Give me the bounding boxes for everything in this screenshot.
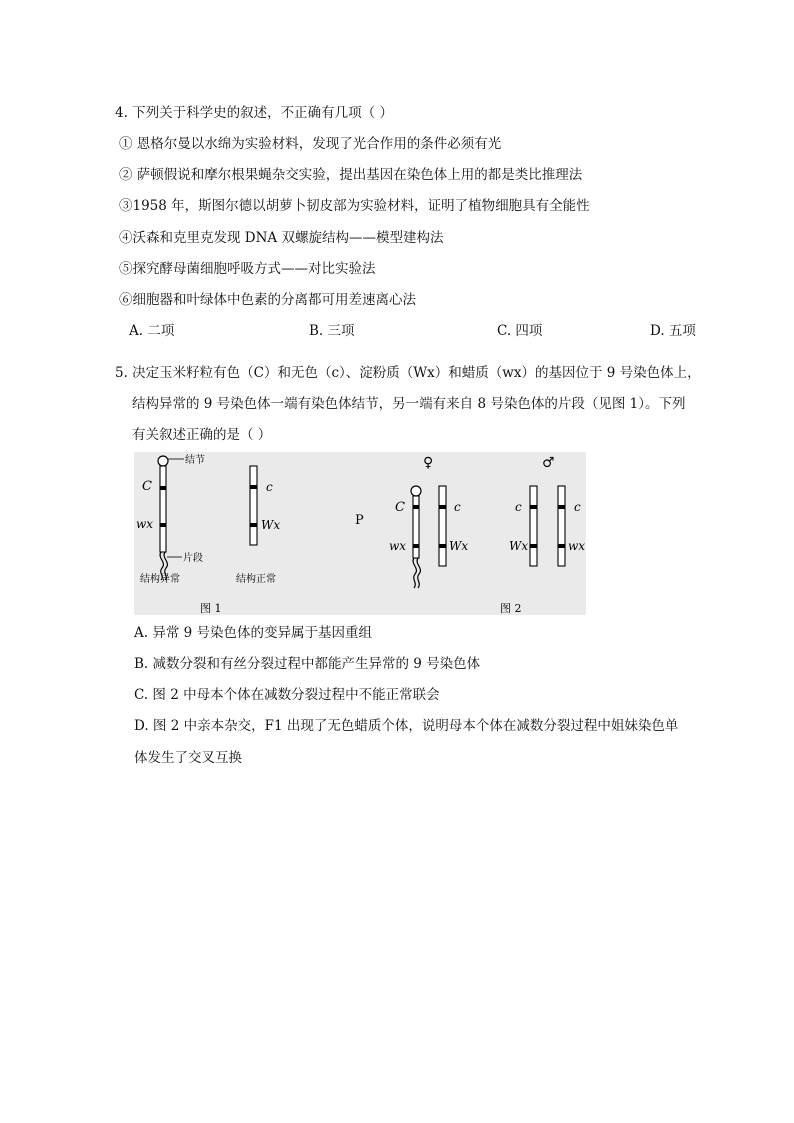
q4-item-3: ③1958 年，斯图尔德以胡萝卜韧皮部为实验材料，证明了植物细胞具有全能性 [119,198,590,214]
abnormal-label: 结构异常 [140,574,180,585]
q5-option-d-continued: 体发生了交叉互换 [134,750,242,766]
fig1-gene-wx-label: wx [136,517,154,531]
q4-option-b: B. 三项 [309,323,355,339]
female-normal-chromosome [439,486,447,566]
q5-option-d: D. 图 2 中亲本杂交，F1 出现了无色蜡质个体，说明母本个体在减数分裂过程中姐妹染色单 [134,718,679,734]
q4-item-1: ① 恩格尔曼以水绵为实验材料，发现了光合作用的条件必须有光 [119,136,502,152]
fig1-gene-Wx-label: Wx [261,518,281,532]
q4-item-2: ② 萨顿假说和摩尔根果蝇杂交实验，提出基因在染色体上用的都是类比推理法 [119,167,583,183]
parent-P-label: P [355,513,364,528]
normal-chromosome [250,466,258,545]
fig1-gene-C-label: C [142,479,152,494]
q4-item-5: ⑤探究酵母菌细胞呼吸方式——对比实验法 [119,261,376,277]
abnormal-chromosome [158,456,184,580]
fig2-caption: 图 2 [500,602,522,615]
male-right-gene-c-label: c [574,500,581,514]
chromosome-knob [158,456,168,466]
male-right-gene-wx-label: wx [568,539,586,553]
gene-locus-wx [160,523,167,527]
male-symbol: ♂ [542,455,555,471]
q4-option-d: D. 五项 [650,323,696,339]
female-abnormal-chromosome [411,486,421,588]
q5-stem-line-3: 有关叙述正确的是（ ） [132,427,272,443]
q5-option-c: C. 图 2 中母本个体在减数分裂过程中不能正常联会 [134,687,440,703]
female-gene-wx-label: wx [389,539,407,553]
q4-option-a: A. 二项 [129,323,175,339]
fragment-label: 片段 [183,553,203,564]
chromosome-diagram [134,452,586,615]
q4-stem: 4. 下列关于科学史的叙述，不正确有几项（ ） [115,105,393,121]
fig1-gene-c-label: c [266,480,273,494]
q4-option-c: C. 四项 [497,323,543,339]
female-gene-Wx-label: Wx [449,539,469,553]
q5-option-a: A. 异常 9 号染色体的变异属于基因重组 [134,625,373,641]
male-chromosome-1 [530,486,538,566]
q5-stem-line-1: 5. 决定玉米籽粒有色（C）和无色（c）、淀粉质（Wx）和蜡质（wx）的基因位于 9 号染色体上， [115,365,701,381]
female-symbol: ♀ [423,455,434,471]
male-left-gene-Wx-label: Wx [509,539,529,553]
fig1-caption: 图 1 [200,602,222,615]
knob-label: 结节 [185,455,205,466]
female-gene-c-label: c [454,500,461,514]
male-chromosome-2 [558,486,566,566]
female-gene-C-label: C [395,500,405,515]
q5-option-b: B. 减数分裂和有丝分裂过程中都能产生异常的 9 号染色体 [134,656,481,672]
q4-item-4: ④沃森和克里克发现 DNA 双螺旋结构——模型建构法 [119,230,444,246]
normal-label: 结构正常 [236,574,276,585]
gene-locus-C [160,486,167,490]
chromosome-figure [134,452,586,615]
male-left-gene-c-label: c [515,500,522,514]
q5-stem-line-2: 结构异常的 9 号染色体一端有染色体结节，另一端有来自 8 号染色体的片段（见图 1）。下列 [132,396,686,412]
q4-item-6: ⑥细胞器和叶绿体中色素的分离都可用差速离心法 [119,292,416,308]
